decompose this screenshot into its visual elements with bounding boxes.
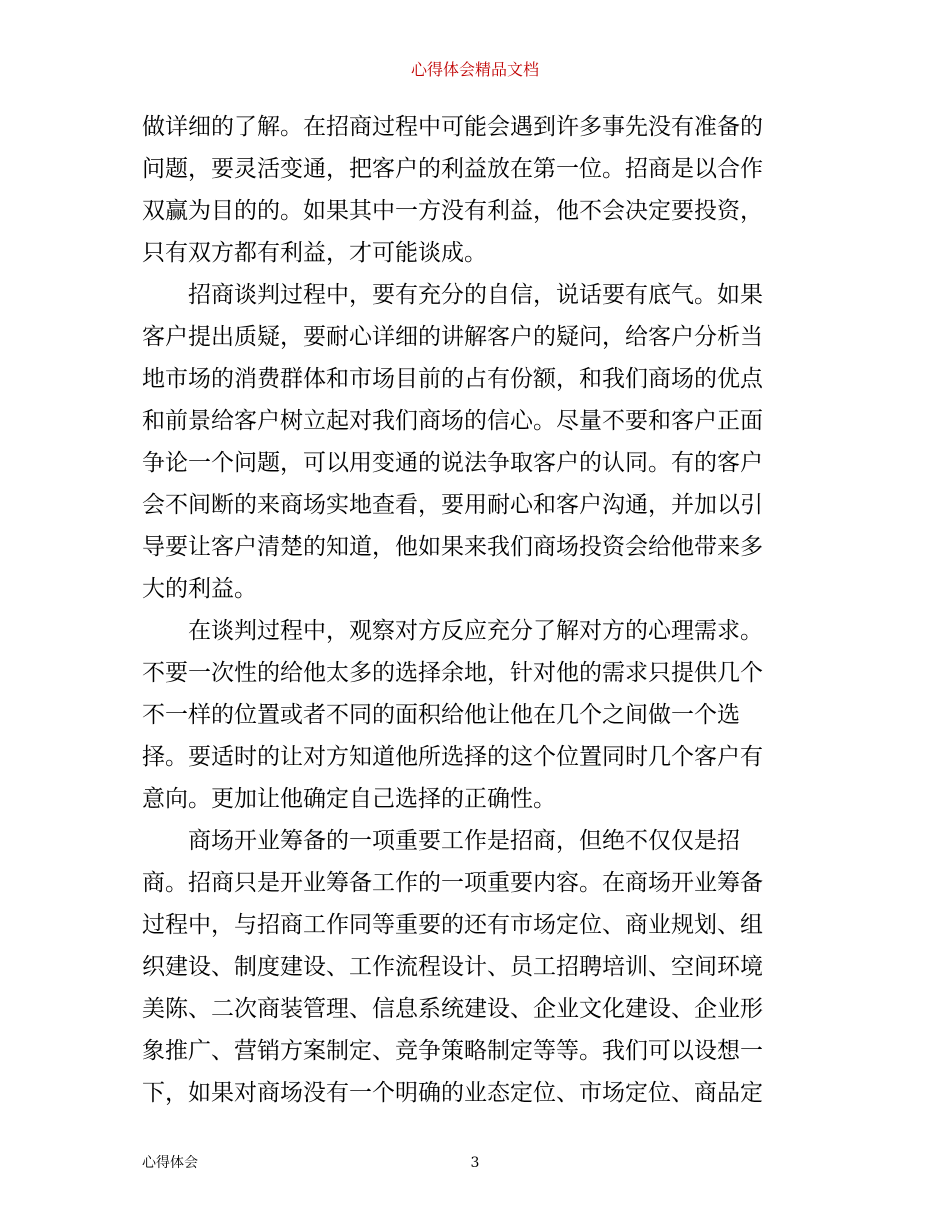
text-line: 不要一次性的给他太多的选择余地，针对他的需求只提供几个 xyxy=(142,660,763,686)
text-line: 下，如果对商场没有一个明确的业态定位、市场定位、商品定 xyxy=(142,1080,763,1106)
text-line: 做详细的了解。在招商过程中可能会遇到许多事先没有准备的 xyxy=(142,114,763,140)
text-line: 地市场的消费群体和市场目前的占有份额，和我们商场的优点 xyxy=(142,366,763,392)
text-line: 双赢为目的的。如果其中一方没有利益，他不会决定要投资， xyxy=(142,198,763,224)
text-line: 争论一个问题，可以用变通的说法争取客户的认同。有的客户 xyxy=(142,450,763,476)
text-line: 过程中，与招商工作同等重要的还有市场定位、商业规划、组 xyxy=(142,912,763,938)
text-line: 不一样的位置或者不同的面积给他让他在几个之间做一个选 xyxy=(142,702,740,728)
text-line: 问题，要灵活变通，把客户的利益放在第一位。招商是以合作 xyxy=(142,156,763,182)
text-line: 织建设、制度建设、工作流程设计、员工招聘培训、空间环境 xyxy=(142,954,763,980)
header-title: 心得体会精品文档 xyxy=(410,60,539,79)
page-number: 3 xyxy=(470,1155,480,1171)
paragraph-start-line: 商场开业筹备的一项重要工作是招商，但绝不仅仅是招 xyxy=(188,828,740,854)
text-line: 择。要适时的让对方知道他所选择的这个位置同时几个客户有 xyxy=(142,744,763,770)
text-line: 意向。更加让他确定自己选择的正确性。 xyxy=(142,786,556,812)
text-line: 客户提出质疑，要耐心详细的讲解客户的疑问，给客户分析当 xyxy=(142,324,763,350)
text-line: 象推广、营销方案制定、竞争策略制定等等。我们可以设想一 xyxy=(142,1038,763,1064)
text-line: 导要让客户清楚的知道，他如果来我们商场投资会给他带来多 xyxy=(142,534,763,560)
footer-label: 心得体会 xyxy=(142,1155,198,1171)
text-line: 只有双方都有利益，才可能谈成。 xyxy=(142,240,487,266)
text-line: 商。招商只是开业筹备工作的一项重要内容。在商场开业筹备 xyxy=(142,870,763,896)
text-line: 大的利益。 xyxy=(142,576,257,602)
body-text xyxy=(142,106,810,1114)
text-line: 美陈、二次商装管理、信息系统建设、企业文化建设、企业形 xyxy=(142,996,763,1022)
text-line: 和前景给客户树立起对我们商场的信心。尽量不要和客户正面 xyxy=(142,408,763,434)
paragraph-start-line: 在谈判过程中，观察对方反应充分了解对方的心理需求。 xyxy=(188,618,763,644)
paragraph-start-line: 招商谈判过程中，要有充分的自信，说话要有底气。如果 xyxy=(188,282,763,308)
text-line: 会不间断的来商场实地查看，要用耐心和客户沟通，并加以引 xyxy=(142,492,763,518)
